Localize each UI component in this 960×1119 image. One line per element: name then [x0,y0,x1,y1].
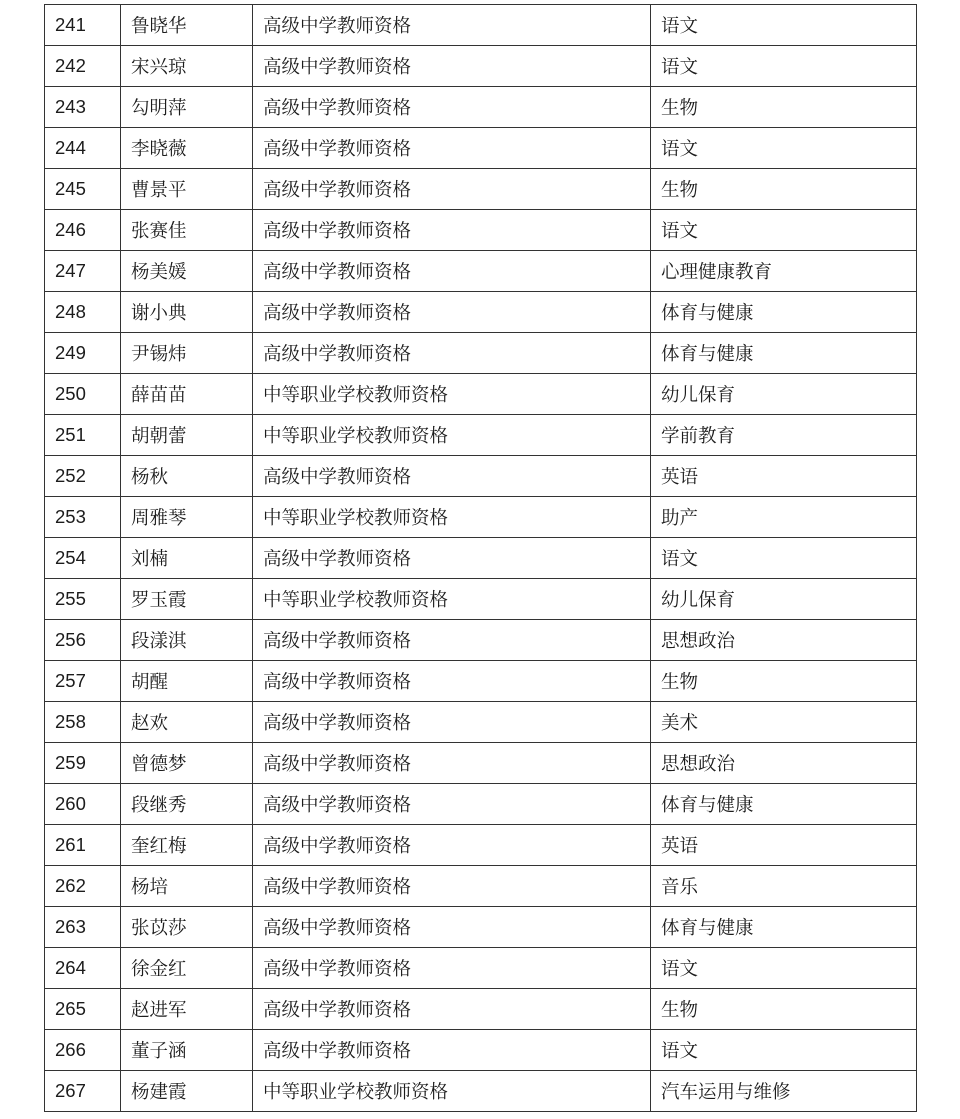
cell-qualification: 高级中学教师资格 [253,866,651,907]
cell-qualification: 高级中学教师资格 [253,948,651,989]
table-row [45,784,917,825]
cell-subject: 音乐 [651,866,917,907]
cell-number: 243 [45,87,121,128]
cell-subject: 思想政治 [651,743,917,784]
cell-subject: 英语 [651,825,917,866]
cell-number: 247 [45,251,121,292]
table-row [45,948,917,989]
cell-subject: 语文 [651,5,917,46]
cell-subject: 幼儿保育 [651,374,917,415]
table-row [45,87,917,128]
table-row [45,497,917,538]
cell-subject: 语文 [651,128,917,169]
table-row [45,661,917,702]
cell-name: 奎红梅 [121,825,253,866]
table-row [45,5,917,46]
roster-table-body [45,5,917,1112]
table-row [45,825,917,866]
cell-name: 罗玉霞 [121,579,253,620]
cell-subject: 生物 [651,989,917,1030]
cell-name: 董子涵 [121,1030,253,1071]
cell-qualification: 高级中学教师资格 [253,538,651,579]
cell-qualification: 高级中学教师资格 [253,702,651,743]
cell-subject: 体育与健康 [651,333,917,374]
table-row [45,866,917,907]
cell-number: 265 [45,989,121,1030]
cell-qualification: 高级中学教师资格 [253,169,651,210]
cell-name: 徐金红 [121,948,253,989]
cell-number: 267 [45,1071,121,1112]
cell-subject: 幼儿保育 [651,579,917,620]
cell-qualification: 高级中学教师资格 [253,989,651,1030]
cell-name: 赵欢 [121,702,253,743]
cell-name: 胡朝蕾 [121,415,253,456]
table-row [45,620,917,661]
cell-subject: 美术 [651,702,917,743]
table-row [45,251,917,292]
table-row [45,989,917,1030]
cell-qualification: 高级中学教师资格 [253,907,651,948]
cell-subject: 语文 [651,210,917,251]
cell-subject: 生物 [651,169,917,210]
table-row [45,907,917,948]
table-row [45,1071,917,1112]
cell-name: 谢小典 [121,292,253,333]
cell-number: 252 [45,456,121,497]
cell-name: 薛苗苗 [121,374,253,415]
cell-subject: 语文 [651,46,917,87]
cell-name: 李晓薇 [121,128,253,169]
cell-name: 尹锡炜 [121,333,253,374]
cell-number: 262 [45,866,121,907]
cell-number: 256 [45,620,121,661]
cell-qualification: 高级中学教师资格 [253,784,651,825]
cell-subject: 汽车运用与维修 [651,1071,917,1112]
cell-qualification: 高级中学教师资格 [253,87,651,128]
cell-name: 胡醒 [121,661,253,702]
cell-number: 257 [45,661,121,702]
cell-name: 杨培 [121,866,253,907]
cell-qualification: 高级中学教师资格 [253,661,651,702]
cell-qualification: 高级中学教师资格 [253,825,651,866]
cell-subject: 生物 [651,661,917,702]
cell-name: 宋兴琼 [121,46,253,87]
cell-subject: 英语 [651,456,917,497]
cell-number: 254 [45,538,121,579]
cell-number: 264 [45,948,121,989]
cell-number: 249 [45,333,121,374]
cell-number: 244 [45,128,121,169]
cell-number: 260 [45,784,121,825]
cell-number: 245 [45,169,121,210]
cell-subject: 语文 [651,948,917,989]
cell-subject: 生物 [651,87,917,128]
cell-name: 赵进军 [121,989,253,1030]
cell-name: 杨建霞 [121,1071,253,1112]
cell-subject: 心理健康教育 [651,251,917,292]
table-row [45,1030,917,1071]
cell-subject: 体育与健康 [651,907,917,948]
cell-number: 241 [45,5,121,46]
table-row [45,46,917,87]
cell-subject: 体育与健康 [651,784,917,825]
cell-qualification: 中等职业学校教师资格 [253,374,651,415]
table-row [45,292,917,333]
cell-number: 248 [45,292,121,333]
cell-number: 242 [45,46,121,87]
cell-subject: 体育与健康 [651,292,917,333]
cell-subject: 助产 [651,497,917,538]
cell-number: 253 [45,497,121,538]
cell-name: 鲁晓华 [121,5,253,46]
cell-number: 263 [45,907,121,948]
cell-qualification: 高级中学教师资格 [253,743,651,784]
table-row [45,702,917,743]
cell-qualification: 高级中学教师资格 [253,1030,651,1071]
cell-qualification: 中等职业学校教师资格 [253,579,651,620]
table-row [45,456,917,497]
cell-qualification: 高级中学教师资格 [253,128,651,169]
cell-name: 张苡莎 [121,907,253,948]
cell-number: 261 [45,825,121,866]
cell-qualification: 中等职业学校教师资格 [253,1071,651,1112]
table-row [45,743,917,784]
cell-qualification: 中等职业学校教师资格 [253,497,651,538]
table-row [45,210,917,251]
cell-name: 段继秀 [121,784,253,825]
cell-subject: 语文 [651,538,917,579]
cell-qualification: 高级中学教师资格 [253,251,651,292]
cell-number: 259 [45,743,121,784]
cell-name: 刘楠 [121,538,253,579]
cell-qualification: 高级中学教师资格 [253,210,651,251]
roster-table-container [44,4,916,1112]
cell-subject: 语文 [651,1030,917,1071]
cell-number: 258 [45,702,121,743]
cell-subject: 学前教育 [651,415,917,456]
cell-qualification: 高级中学教师资格 [253,620,651,661]
table-row [45,374,917,415]
cell-name: 曾德梦 [121,743,253,784]
table-row [45,128,917,169]
table-row [45,538,917,579]
cell-name: 段漾淇 [121,620,253,661]
cell-qualification: 高级中学教师资格 [253,46,651,87]
cell-name: 杨秋 [121,456,253,497]
cell-name: 曹景平 [121,169,253,210]
cell-number: 250 [45,374,121,415]
table-row [45,169,917,210]
cell-number: 255 [45,579,121,620]
cell-qualification: 高级中学教师资格 [253,456,651,497]
cell-name: 周雅琴 [121,497,253,538]
cell-number: 246 [45,210,121,251]
cell-number: 251 [45,415,121,456]
cell-qualification: 高级中学教师资格 [253,333,651,374]
table-row [45,579,917,620]
cell-subject: 思想政治 [651,620,917,661]
table-row [45,333,917,374]
cell-name: 杨美媛 [121,251,253,292]
cell-qualification: 中等职业学校教师资格 [253,415,651,456]
cell-qualification: 高级中学教师资格 [253,292,651,333]
cell-qualification: 高级中学教师资格 [253,5,651,46]
cell-name: 勾明萍 [121,87,253,128]
cell-number: 266 [45,1030,121,1071]
cell-name: 张赛佳 [121,210,253,251]
table-row [45,415,917,456]
roster-table [44,4,917,1112]
